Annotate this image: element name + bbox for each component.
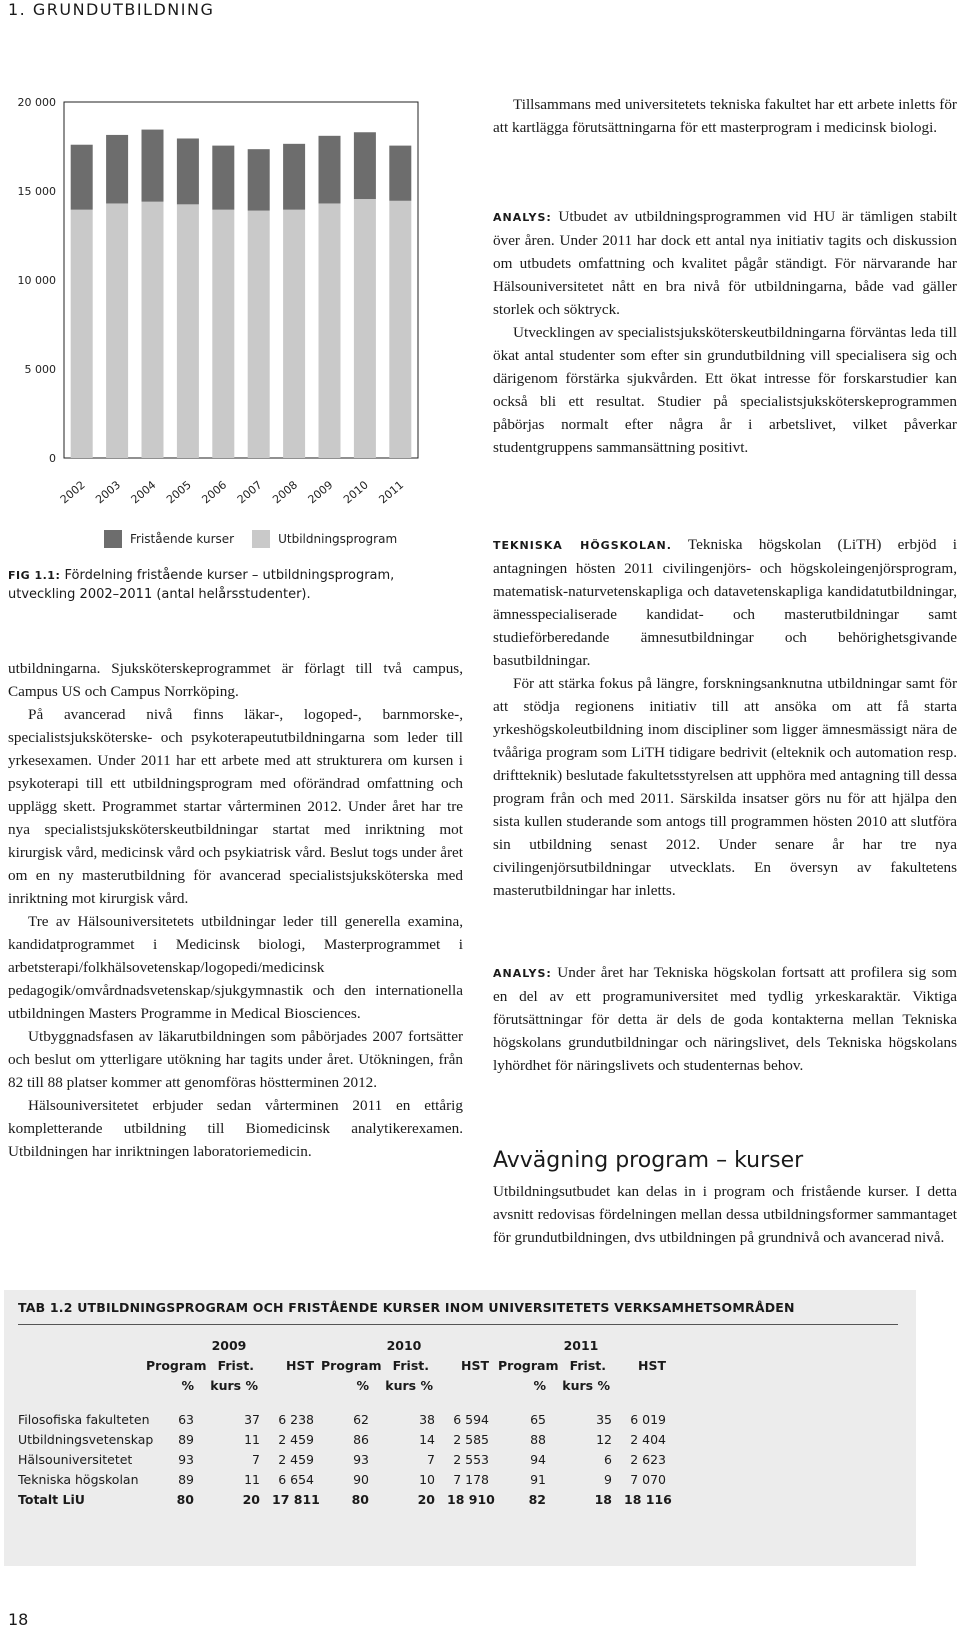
legend-item-fristaende xyxy=(104,530,234,548)
bar-utbildningsprogram-2007 xyxy=(248,211,270,458)
table-row-name: Filosofiska fakulteten xyxy=(18,1412,150,1427)
table-cell: 88 xyxy=(530,1432,546,1447)
table-cell: 93 xyxy=(178,1452,194,1467)
table-cell: 62 xyxy=(353,1412,369,1427)
legend-swatch-utbildning xyxy=(252,530,270,548)
table-cell: 11 xyxy=(244,1432,260,1447)
y-tick-label: 20 000 xyxy=(17,96,56,109)
table-cell: 65 xyxy=(530,1412,546,1427)
bar-utbildningsprogram-2003 xyxy=(106,203,128,458)
bar-utbildningsprogram-2011 xyxy=(389,201,411,458)
table-cell: 2 404 xyxy=(630,1432,666,1447)
col-frist-unit: kurs % xyxy=(210,1378,258,1393)
table-cell: 63 xyxy=(178,1412,194,1427)
table-cell: 11 xyxy=(244,1472,260,1487)
left-paragraph-5: Hälsouniversitetet erbjuder sedan vårterminen 2011 en ettårig kompletterande utbildning till Biomedicinsk analytikerexamen. Utbildningen har inriktningen laboratoriemedicin. xyxy=(8,1097,463,1160)
table-cell: 80 xyxy=(351,1492,369,1507)
table-cell: 38 xyxy=(419,1412,435,1427)
tekniska-label: TEKNISKA HÖGSKOLAN. xyxy=(493,539,672,552)
tekniska-text: Tekniska högskolan (LiTH) erbjöd i antagningen hösten 2011 civilingenjörs- och högskoleingenjörsprogram, matematisk-naturvetenskapliga och datavetenskapliga kandidatutbildningar, ämnesspecialiserade kandidat- och masterutbildningar samt studieförberedande ämnesutbildningar och behörighetsgivande basutbildningar. xyxy=(493,536,957,669)
legend-label-utbildning: Utbildningsprogram xyxy=(278,532,398,546)
left-paragraph-3: Tre av Hälsouniversitetets utbildningar leder till generella examina, kandidatprogrammet i Medicinsk biologi, Masterprogrammet i arbetsterapi/folkhälsovetenskap/logopedi/medicinsk pedagogik/omvårdnadsvetenskap/sjukgymnastik och den internationella utbildningen Masters Programme in Medical Biosciences. xyxy=(8,913,463,1022)
table-row-name: Totalt LiU xyxy=(18,1492,85,1507)
table-title: TAB 1.2 UTBILDNINGSPROGRAM OCH FRISTÅENDE KURSER INOM UNIVERSITETETS VERKSAMHETSOMRÅDEN xyxy=(18,1300,795,1315)
table-title-rule xyxy=(18,1324,898,1325)
col-frist-label: Frist. xyxy=(392,1358,429,1373)
bar-utbildningsprogram-2004 xyxy=(142,202,164,458)
table-cell: 93 xyxy=(353,1452,369,1467)
bar-utbildningsprogram-2002 xyxy=(71,210,93,458)
table-cell: 89 xyxy=(178,1432,194,1447)
year-header-2011: 2011 xyxy=(563,1338,599,1353)
x-tick-label: 2009 xyxy=(305,478,336,507)
bar-fristaende-2002 xyxy=(71,145,93,210)
col-program-label: Program xyxy=(146,1358,207,1373)
bar-fristaende-2007 xyxy=(248,149,270,210)
table-row-name: Utbildningsvetenskap xyxy=(18,1432,154,1447)
x-tick-label: 2003 xyxy=(93,478,124,507)
x-tick-label: 2002 xyxy=(57,478,88,507)
table-cell: 35 xyxy=(596,1412,612,1427)
left-paragraph-1: utbildningarna. Sjuksköterskeprogrammet är förlagt till två campus, Campus US och Campus Norrköping. xyxy=(8,660,463,700)
table-cell: 9 xyxy=(604,1472,612,1487)
bar-fristaende-2004 xyxy=(142,130,164,202)
x-tick-label: 2010 xyxy=(341,478,371,507)
col-frist-label: Frist. xyxy=(217,1358,254,1373)
analys-text-2: Under året har Tekniska högskolan fortsatt att profilera sig som en del av ett programuniversitet med tydlig yrkeskaraktär. Viktiga förutsättningar för detta är dels de goda kontakterna mellan Tekniska högskolans grundutbildningar och näringslivet, dels Tekniska högskolans lyhördhet för näringslivets och studenternas behov. xyxy=(493,964,957,1074)
right-paragraph-1-text: Tillsammans med universitetets tekniska fakultet har ett arbete inletts för att kartlägga förutsättningarna för ett masterprogram i medicinsk biologi. xyxy=(493,96,957,136)
y-tick-label: 5 000 xyxy=(24,363,56,376)
table-cell: 90 xyxy=(353,1472,369,1487)
x-tick-label: 2011 xyxy=(376,478,407,507)
bar-utbildningsprogram-2006 xyxy=(212,210,234,458)
table-cell: 2 459 xyxy=(278,1432,314,1447)
table-cell: 6 238 xyxy=(278,1412,314,1427)
x-tick-label: 2005 xyxy=(164,478,194,507)
x-tick-label: 2004 xyxy=(128,478,159,507)
bar-fristaende-2011 xyxy=(389,146,411,201)
right-paragraph-4 xyxy=(493,1180,957,1249)
legend-item-utbildning xyxy=(252,530,397,548)
table-cell: 12 xyxy=(596,1432,612,1447)
table-cell: 2 585 xyxy=(453,1432,489,1447)
table-cell: 2 459 xyxy=(278,1452,314,1467)
analys-label-2: ANALYS: xyxy=(493,967,552,980)
table-cell: 18 910 xyxy=(447,1492,495,1507)
table-cell: 14 xyxy=(419,1432,435,1447)
section-heading: Avvägning program – kurser xyxy=(493,1148,804,1173)
table-cell: 6 654 xyxy=(278,1472,314,1487)
left-paragraph-4: Utbyggnadsfasen av läkarutbildningen som påbörjades 2007 fortsätter och beslut om ytterligare utökning har tagits under året. Utökningen, från 82 till 88 platser kommer att genomföras höstterminen 2012. xyxy=(8,1028,463,1091)
tekniska-block xyxy=(493,533,957,902)
left-column xyxy=(8,657,463,1163)
col-frist-unit: kurs % xyxy=(562,1378,610,1393)
legend-label-fristaende: Fristående kurser xyxy=(130,532,235,546)
table-cell: 6 594 xyxy=(453,1412,489,1427)
y-tick-label: 0 xyxy=(49,452,56,465)
col-program-unit: % xyxy=(356,1378,369,1393)
bar-utbildningsprogram-2005 xyxy=(177,204,199,458)
table-cell: 10 xyxy=(419,1472,435,1487)
y-tick-label: 10 000 xyxy=(17,274,56,287)
left-paragraph-2: På avancerad nivå finns läkar-, logoped-, barnmorske-, specialistsjuksköterske- och psykoterapeututbildningarna som leder till yrkesexamen. Under 2011 har ett arbete med att strukturera om kursen i psykoterapi till ett utbildningsprogram med oförändrad omfattning och upplägg skett. Programmet startar vårterminen 2012. Under året har tre nya specialistsjuksköterskeutbildningar startat med inriktning mot kirurgisk vård, medicinsk vård och psykiatrisk vård. Beslut togs under året om en ny masterutbildning för avancerad specialistsjuksköterska med inriktning mot kirurgisk vård. xyxy=(8,706,463,907)
table-cell: 7 xyxy=(252,1452,260,1467)
table-cell: 2 623 xyxy=(630,1452,666,1467)
table-cell: 20 xyxy=(417,1492,435,1507)
right-paragraph-1 xyxy=(493,93,957,139)
y-tick-label: 15 000 xyxy=(17,185,56,198)
bar-chart xyxy=(0,90,460,510)
analys-block-1 xyxy=(493,205,957,459)
year-header-2010: 2010 xyxy=(386,1338,422,1353)
col-hst-label: HST xyxy=(638,1358,666,1373)
col-frist-label: Frist. xyxy=(569,1358,606,1373)
section-header: 1. GRUNDUTBILDNING xyxy=(8,0,215,19)
bar-fristaende-2003 xyxy=(106,135,128,204)
bar-fristaende-2006 xyxy=(212,146,234,210)
data-table xyxy=(4,1290,916,1566)
table-cell: 18 116 xyxy=(624,1492,672,1507)
bar-fristaende-2005 xyxy=(177,138,199,204)
table-cell: 20 xyxy=(242,1492,260,1507)
right-paragraph-3: För att stärka fokus på längre, forskningsanknutna utbildningar samt för att stödja regionens initiativ till att ansöka om att få starta yrkeshögskoleutbildning inom discipliner som ligger ämnesmässigt nära de tvååriga program som LiTH tidigare bedrivit (elteknik och automation resp. driftteknik) beslutade fakultetsstyrelsen att upphöra med antagning till dessa program från och med 2011. Särskilda insatser görs nu för att hjälpa den sista kullen studerande som antogs till programmen hösten 2010 att slutföra sin utbildning senast 2012. Under senare år har tre nya civilingenjörsutbildningar utvecklats. En översyn av fakultetens masterutbildningar har inletts. xyxy=(493,675,957,899)
col-program-label: Program xyxy=(498,1358,559,1373)
table-cell: 2 553 xyxy=(453,1452,489,1467)
legend-swatch-fristaende xyxy=(104,530,122,548)
table-cell: 80 xyxy=(176,1492,194,1507)
table-cell: 7 xyxy=(427,1452,435,1467)
col-hst-label: HST xyxy=(461,1358,489,1373)
bar-fristaende-2009 xyxy=(319,136,341,204)
figure-caption xyxy=(8,566,448,604)
bar-fristaende-2010 xyxy=(354,132,376,199)
col-program-label: Program xyxy=(321,1358,382,1373)
chart-legend xyxy=(104,530,397,548)
analys-text-1: Utbudet av utbildningsprogrammen vid HU är tämligen stabilt över åren. Under 2011 har dock ett antal nya initiativ tagits och diskussion om utbudets omfattning och kvalitet pågår ständigt. För närvarande har Hälsouniversitetet nått en bra nivå för utbildningarna, både vad gäller storlek och söktryck. xyxy=(493,208,957,318)
chart-svg xyxy=(0,90,460,510)
figure-caption-text: Fördelning fristående kurser – utbildningsprogram, utveckling 2002–2011 (antal helårsstudenter). xyxy=(8,568,395,602)
table-cell: 86 xyxy=(353,1432,369,1447)
bar-utbildningsprogram-2009 xyxy=(319,203,341,458)
table-cell: 18 xyxy=(594,1492,612,1507)
table-cell: 91 xyxy=(530,1472,546,1487)
col-hst-label: HST xyxy=(286,1358,314,1373)
table-cell: 37 xyxy=(244,1412,260,1427)
col-program-unit: % xyxy=(533,1378,546,1393)
x-tick-label: 2008 xyxy=(270,478,301,507)
year-header-2009: 2009 xyxy=(211,1338,247,1353)
figure-caption-label: FIG 1.1: xyxy=(8,569,61,582)
x-tick-label: 2007 xyxy=(234,478,265,507)
table-cell: 7 070 xyxy=(630,1472,666,1487)
table-cell: 82 xyxy=(528,1492,546,1507)
table-cell: 6 019 xyxy=(630,1412,666,1427)
col-frist-unit: kurs % xyxy=(385,1378,433,1393)
x-tick-label: 2006 xyxy=(199,478,230,507)
analys-block-2 xyxy=(493,961,957,1077)
table-cell: 17 811 xyxy=(272,1492,320,1507)
right-paragraph-4-text: Utbildningsutbudet kan delas in i program och fristående kurser. I detta avsnitt redovisas fördelningen mellan dessa utbildningsformer sammantaget för grundutbildningen, dvs utbildningen på grundnivå och avancerad nivå. xyxy=(493,1183,957,1246)
table-cell: 7 178 xyxy=(453,1472,489,1487)
bar-fristaende-2008 xyxy=(283,144,305,210)
bar-utbildningsprogram-2010 xyxy=(354,199,376,458)
table-cell: 6 xyxy=(604,1452,612,1467)
analys-label-1: ANALYS: xyxy=(493,211,552,224)
table-cell: 89 xyxy=(178,1472,194,1487)
table-row-name: Tekniska högskolan xyxy=(18,1472,139,1487)
table-cell: 94 xyxy=(530,1452,546,1467)
bar-utbildningsprogram-2008 xyxy=(283,210,305,458)
col-program-unit: % xyxy=(181,1378,194,1393)
right-paragraph-2: Utvecklingen av specialistsjuksköterskeutbildningarna förväntas leda till ökat antal studenter som efter sin grundutbildning vill specialisera sig och därigenom förstärka sjukvården. Ett ökat intresse för forskarstudier kan också bli ett resultat. Studier på specialistsjuksköterskeprogrammen påbörjas normalt efter några år i arbetslivet, vilket påverkar studentgruppens sammansättning positivt. xyxy=(493,324,957,456)
page-number: 18 xyxy=(8,1610,29,1629)
table-row-name: Hälsouniversitetet xyxy=(18,1452,133,1467)
